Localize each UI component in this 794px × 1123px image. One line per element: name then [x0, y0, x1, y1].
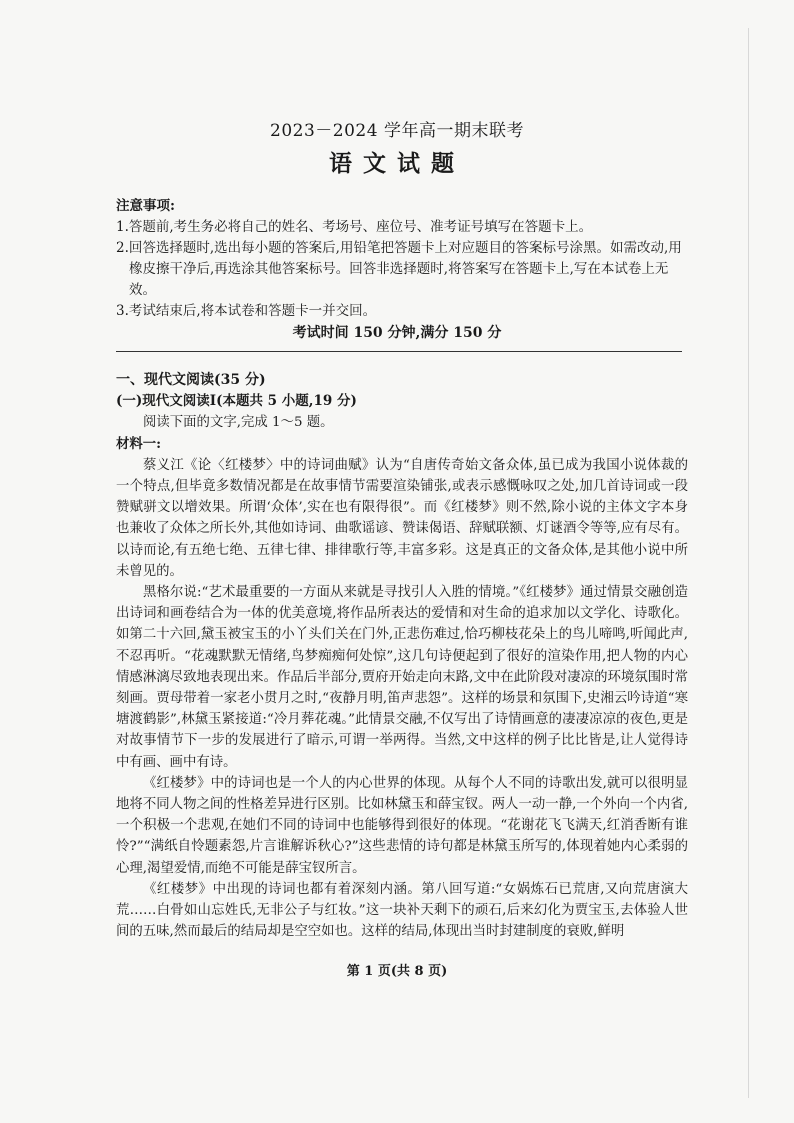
reading-section	[116, 370, 688, 942]
exam-time: 考试时间 150 分钟,满分 150 分	[292, 325, 502, 341]
notice-item-3: 3.考试结束后,将本试卷和答题卡一并交回。	[116, 303, 377, 319]
paragraph: 蔡义江《论〈红楼梦〉中的诗词曲赋》认为“自唐传奇始文备众体,虽已成为我国小说体裁的一个特点,但毕竟多数情况都是在故事情节需要渲染铺张,或表示感慨咏叹之处,加几首诗词或一段赞赋骈文以增效果。所谓‘众体’,实在也有限得很”。而《红楼梦》则不然,除小说的主体文字本身也兼收了众体之所长外,其他如诗词、曲歌谣谚、赞诔偈语、辞赋联额、灯谜酒令等等,应有尽有。以诗而论,有五绝七绝、五律七律、排律歌行等,丰富多彩。这是真正的文备众体,是其他小说中所未曾见的。	[116, 457, 688, 579]
exam-title: 2023－2024 学年高一期末联考	[270, 121, 524, 141]
paragraph: 黑格尔说:“艺术最重要的一方面从来就是寻找引人入胜的情境。”《红楼梦》通过情景交融创造出诗词和画卷结合为一体的优美意境,将作品所表达的爱情和对生命的追求加以文学化、诗歌化。如第二十六回,黛玉被宝玉的小丫头们关在门外,正悲伤难过,恰巧柳枝花朵上的鸟儿啼鸣,听闻此声,不忍再听。“花魂默默无情绪,鸟梦痴痴何处惊”,这几句诗便起到了很好的渲染作用,把人物的内心情感淋漓尽致地表现出来。作品后半部分,贾府开始走向末路,文中在此阶段对凄凉的环境氛围时常刻画。贾母带着一家老小贯月之时,“夜静月明,笛声悲怨”。这样的场景和氛围下,史湘云吟诗道“寒塘渡鹤影”,林黛玉紧接道:“冷月葬花魂。”此情景交融,不仅写出了诗情画意的凄凄凉凉的夜色,更是对故事情节下一步的发展进行了暗示,可谓一举两得。当然,文中这样的例子比比皆是,让人觉得诗中有画、画中有诗。	[116, 585, 688, 770]
material-label: 材料一:	[116, 435, 162, 452]
notice-item-2: 2.回答选择题时,选出每小题的答案后,用铅笔把答题卡上对应题目的答案标号涂黑。如需改动,用橡皮擦干净后,再选涂其他答案标号。回答非选择题时,将答案写在答题卡上,写在本试卷上无效。	[116, 240, 682, 298]
section-instruction: 阅读下面的文字,完成 1～5 题。	[143, 415, 334, 431]
section-title: 一、现代文阅读(35 分)	[116, 372, 266, 388]
exam-subtitle: 语文试题	[329, 150, 465, 177]
notice-heading: 注意事项:	[116, 198, 175, 214]
page-number: 第 1 页(共 8 页)	[346, 964, 448, 979]
notice-item-1: 1.答题前,考生务必将自己的姓名、考场号、座位号、准考证号填写在答题卡上。	[116, 219, 593, 235]
paragraph: 《红楼梦》中出现的诗词也都有着深刻内涵。第八回写道:“女娲炼石已荒唐,又向荒唐演大荒……白骨如山忘姓氏,无非公子与红妆。”这一块补天剩下的顽石,后来幻化为贾宝玉,去体验人世间的五味,然而最后的结局却是空空如也。这样的结局,体现出当时封建制度的衰败,鲜明	[116, 881, 688, 940]
paragraph: 《红楼梦》中的诗词也是一个人的内心世界的体现。从每个人不同的诗歌出发,就可以很明显地将不同人物之间的性格差异进行区别。比如林黛玉和薛宝钗。两人一动一静,一个外向一个内省,一个积极一个悲观,在她们不同的诗词中也能够得到很好的体现。“花谢花飞飞满天,红消香断有谁怜?”“满纸自怜题素怨,片言谁解诉秋心?”这些悲情的诗句都是林黛玉所写的,体现着她内心柔弱的心理,渴望爱情,而绝不可能是薛宝钗所言。	[116, 775, 688, 876]
divider-line	[116, 351, 682, 352]
notice-block	[116, 196, 688, 322]
section-subtitle: (一)现代文阅读Ⅰ(本题共 5 小题,19 分)	[116, 393, 357, 410]
